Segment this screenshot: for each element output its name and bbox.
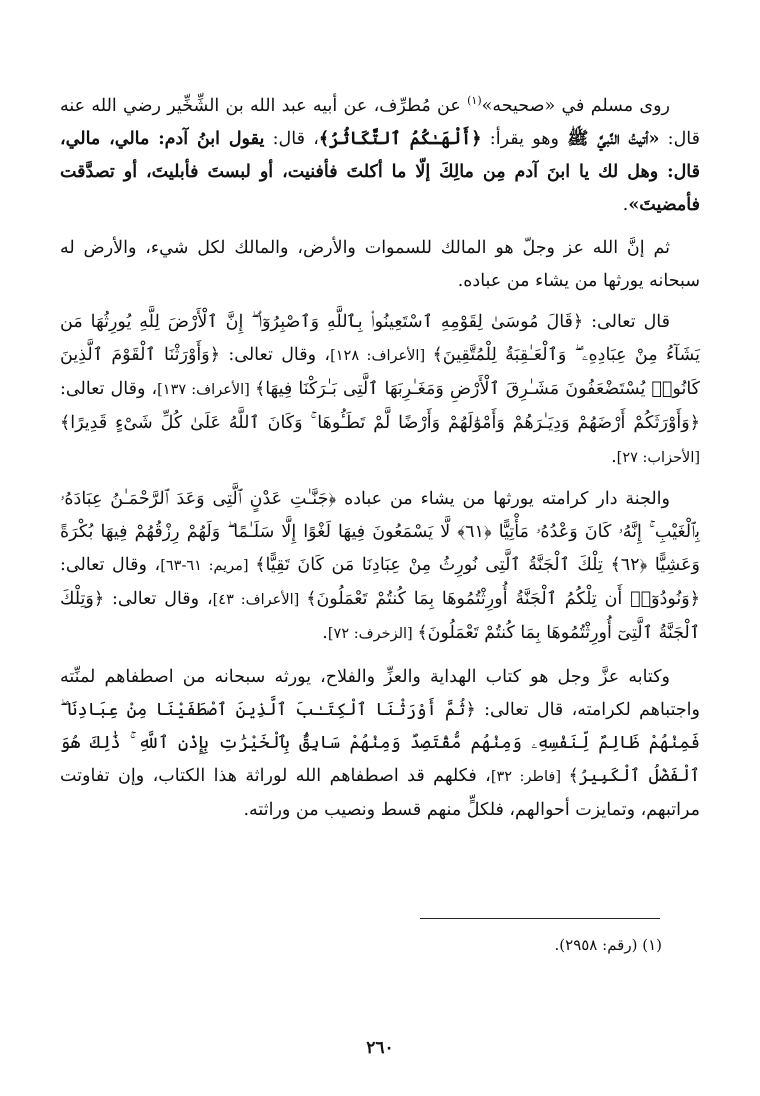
body-text: ثم إنَّ الله عز وجلّ هو المالك للسموات والأرض، والمالك لكل شيء، والأرض له سبحانه يورثها من يشاء من عباده. bbox=[60, 237, 700, 291]
paragraph-book bbox=[60, 661, 700, 827]
body-text: ، وقال تعالى: bbox=[104, 588, 213, 609]
quran-verse: ﴿وَنُودُوٓا۟ أَن تِلْكُمُ ٱلْجَنَّةُ أُورِثْتُمُوهَا بِمَا كُنتُمْ تَعْمَلُونَ﴾ bbox=[306, 588, 700, 609]
body-text: . bbox=[322, 622, 328, 643]
page-body bbox=[60, 84, 700, 827]
body-text: ، وقال تعالى: bbox=[219, 344, 331, 365]
body-text: . bbox=[611, 446, 617, 467]
body-text: قال تعالى: bbox=[583, 311, 671, 332]
body-text: ، قال: bbox=[264, 128, 319, 149]
paragraph-ownership bbox=[60, 232, 700, 298]
body-text: روى مسلم في «صحيحه» bbox=[481, 95, 671, 116]
page-number: ٢٦٠ bbox=[366, 1038, 394, 1058]
quran-verse: ﴿وَتِلْكَ ٱلْجَنَّةُ ٱلَّتِىٓ أُورِثْتُمُوهَا بِمَا كُنتُمْ تَعْمَلُونَ﴾ bbox=[60, 588, 700, 643]
paragraph-inheritance-of-land bbox=[60, 306, 700, 475]
hadith-text: ﴿أَلْهَـٰكُمُ ٱلتَّكَاثُرُ﴾ bbox=[318, 128, 482, 149]
body-text: ، وقال تعالى: bbox=[60, 554, 161, 575]
footnote-divider bbox=[420, 918, 660, 919]
paragraph-paradise bbox=[60, 483, 700, 651]
footnote-marker: (١) bbox=[467, 94, 482, 107]
verse-reference: [الزخرف: ٧٢] bbox=[327, 625, 418, 642]
body-text: والجنة دار كرامته يورثها من يشاء من عباده bbox=[336, 488, 670, 509]
body-text: . bbox=[622, 194, 629, 215]
body-text: عن مُطرِّف، عن أبيه عبد الله بن الشِّخِّير رضي الله عنه قال: bbox=[60, 95, 700, 149]
body-text: وكتابه عزَّ وجل هو كتاب الهداية والعزِّ والفلاح، يورثه سبحانه من اصطفاهم لمنِّته واجتباهم لكرامته، قال تعالى: bbox=[60, 666, 700, 720]
quran-verse: ﴿جَنَّـٰتِ عَدْنٍ ٱلَّتِى وَعَدَ ٱلرَّحْمَـٰنُ عِبَادَهُۥ بِٱلْغَيْبِ ۚ إِنَّهُۥ كَانَ وَعْدُهُۥ مَأْتِيًّا ﴿٦١﴾ لَّا يَسْمَعُونَ فِيهَا لَغْوًا إِلَّا سَلَـٰمًا ۖ وَلَهُمْ رِزْقُهُمْ فِيهَا بُكْرَةً وَعَشِيًّا ﴿٦٢﴾ تِلْكَ ٱلْجَنَّةُ ٱلَّتِى نُورِثُ مِنْ عِبَادِنَا مَن كَانَ تَقِيًّا﴾ bbox=[60, 488, 700, 575]
quran-verse: ﴿قَالَ مُوسَىٰ لِقَوْمِهِ ٱسْتَعِينُوا۟ بِٱللَّهِ وَٱصْبِرُوٓا۟ ۖ إِنَّ ٱلْأَرْضَ لِلَّهِ يُورِثُهَا مَن يَشَآءُ مِنْ عِبَادِهِۦ ۖ وَٱلْعَـٰقِبَةُ لِلْمُتَّقِينَ﴾ bbox=[60, 311, 700, 365]
verse-reference: [فاطر: ٣٢] bbox=[490, 768, 569, 785]
paragraph-hadith bbox=[60, 84, 700, 222]
quran-verse: ﴿وَأَوْرَثْنَا ٱلْقَوْمَ ٱلَّذِينَ كَانُوا۟ يُسْتَضْعَفُونَ مَشَـٰرِقَ ٱلْأَرْضِ وَمَغَـٰرِبَهَا ٱلَّتِى بَـٰرَكْنَا فِيهَا﴾ bbox=[60, 344, 700, 399]
body-text: وهو يقرأ: bbox=[481, 128, 568, 149]
body-text: ، فكلهم قد اصطفاهم الله لوراثة هذا الكتاب، وإن تفاوتت مراتبهم، وتمايزت أحوالهم، فلكلٍّ منهم قسط ونصيب من وراثته. bbox=[60, 765, 700, 820]
verse-reference: [الأعراف: ١٣٧] bbox=[157, 381, 255, 398]
verse-reference: [مريم: ٦١-٦٣] bbox=[160, 557, 256, 574]
hadith-text: «أتيتُ النَّبيَّ ﷺ bbox=[567, 128, 660, 149]
body-text: ، وقال تعالى: bbox=[60, 378, 158, 399]
quran-verse: ﴿وَأَوْرَثَكُمْ أَرْضَهُمْ وَدِيَـٰرَهُمْ وَأَمْوَٰلَهُمْ وَأَرْضًا لَّمْ تَطَـُٔوهَا ۚ وَكَانَ ٱللَّهُ عَلَىٰ كُلِّ شَىْءٍ قَدِيرًا﴾ bbox=[60, 412, 700, 433]
footnote: (١) (رقم: ٢٩٥٨). bbox=[554, 936, 662, 954]
quran-verse: ﴿ثُمَّ أَوْرَثْنَا ٱلْكِتَـٰبَ ٱلَّذِينَ ٱصْطَفَيْنَا مِنْ عِبَادِنَا ۖ فَمِنْهُمْ ظَالِمٌ لِّنَفْسِهِۦ وَمِنْهُم مُّقْتَصِدٌ وَمِنْهُمْ سَابِقٌۢ بِٱلْخَيْرَٰتِ بِإِذْنِ ٱللَّهِ ۚ ذَٰلِكَ هُوَ ٱلْفَضْلُ ٱلْكَبِيرُ﴾ bbox=[60, 699, 700, 786]
verse-reference: [الأحزاب: ٢٧] bbox=[616, 449, 700, 466]
verse-reference: [الأعراف: ١٢٨] bbox=[330, 347, 433, 364]
hadith-text: يقول ابنُ آدم: مالي، مالي، قال: وهل لك يا ابنَ آدم مِن مالِكَ إلّا ما أكلتَ فأفنيت، أو لبستَ فأبليتَ، أو تصدَّقت فأمضيتَ» bbox=[60, 128, 700, 215]
verse-reference: [الأعراف: ٤٣] bbox=[212, 591, 307, 608]
